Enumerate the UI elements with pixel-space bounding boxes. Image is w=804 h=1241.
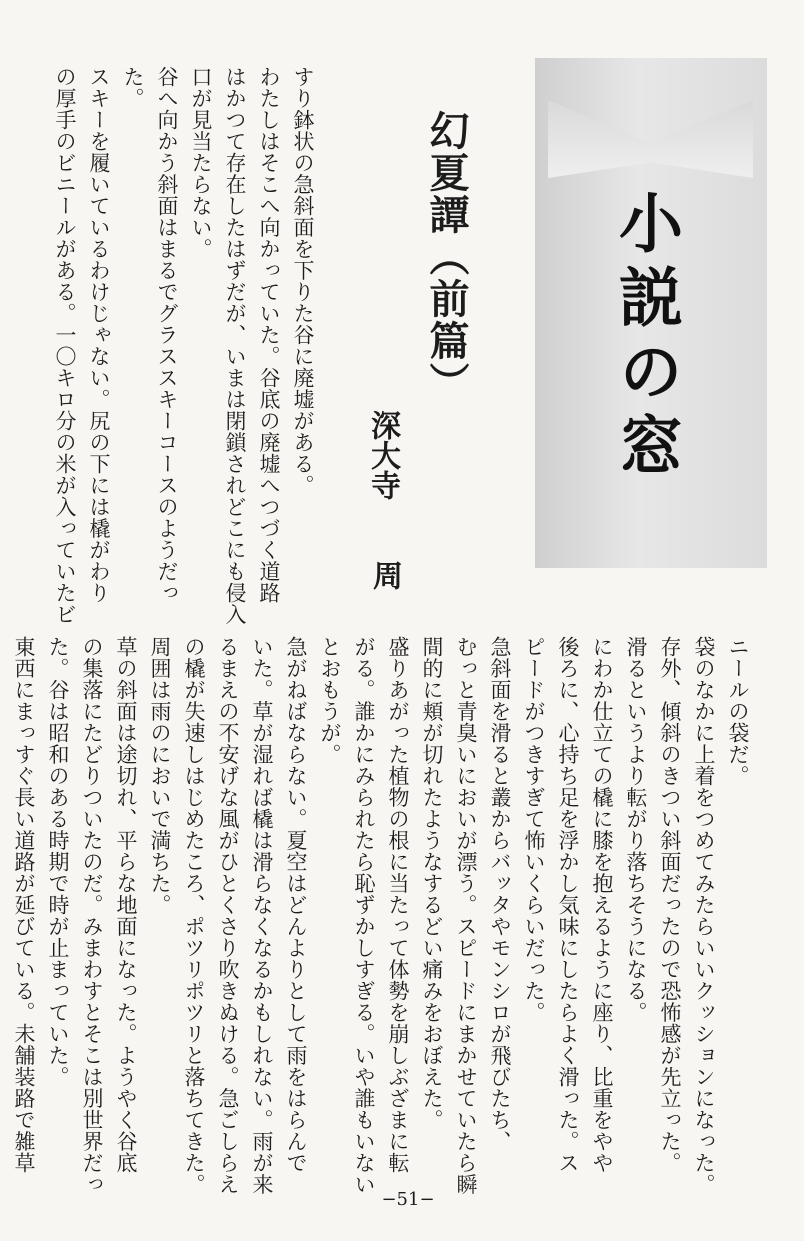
page-number: −51−	[381, 1189, 435, 1210]
column-title: 小説の窓	[608, 190, 682, 486]
author-given-name: 周	[367, 560, 402, 590]
body-text-lower: ニールの袋だ。 袋のなかに上着をつめてみたらいいクッションになった。 存外、傾斜のきつい斜面だったので恐怖感が先立った。 滑るというより転がり落ちそうになる。 にわか仕立ての橇に膝を抱えるように座り、比重をやや 後ろに、心持ち足を浮かし気味にしたらよく滑った。ス ピードがつきすぎて怖いくらいだった。 急斜面を滑ると叢からバッタやモンシロが飛びたち、 むっと青臭いにおいが漂う。スピードにまかせていたら瞬 間的に頬が切れたようなするどい痛みをおぼえた。 盛りあがった植物の根に当たって体勢を崩しぶざまに転 がる。誰かにみられたら恥ずかしすぎる。いや誰もいない とおもうが。 急がねばならない。夏空はどんよりとして雨をはらんで いた。草が湿れば橇は滑らなくなるかもしれない。雨が来 るまえの不安げな風がひとくさり吹きぬける。急ごしらえ の橇が失速しはじめたころ、ポツリポツリと落ちてきた。 周囲は雨のにおいで満ちた。 草の斜面は途切れ、平らな地面になった。ようやく谷底 の集落にたどりついたのだ。みまわすとそこは別世界だっ た。谷は昭和のある時期で時が止まっていた。 東西にまっすぐ長い道路が延びている。未舗装路で雑草	[12, 636, 750, 1195]
body-text-upper: すり鉢状の急斜面を下りた谷に廃墟がある。 わたしはそこへ向かっていた。谷底の廃墟へつづく道路 はかつて存在したはずだが、いまは閉鎖されどこにも侵入 口が見当たらない。 谷へ向かう斜面はまるでグラススキーコースのようだっ た。 スキーを履いているわけじゃない。尻の下には橇がわり の厚手のビニールがある。一〇キロ分の米が入っていたビ	[53, 66, 315, 625]
story-title: 幻夏譚（前篇）	[423, 110, 470, 404]
author-family-name: 深大寺	[365, 410, 400, 500]
